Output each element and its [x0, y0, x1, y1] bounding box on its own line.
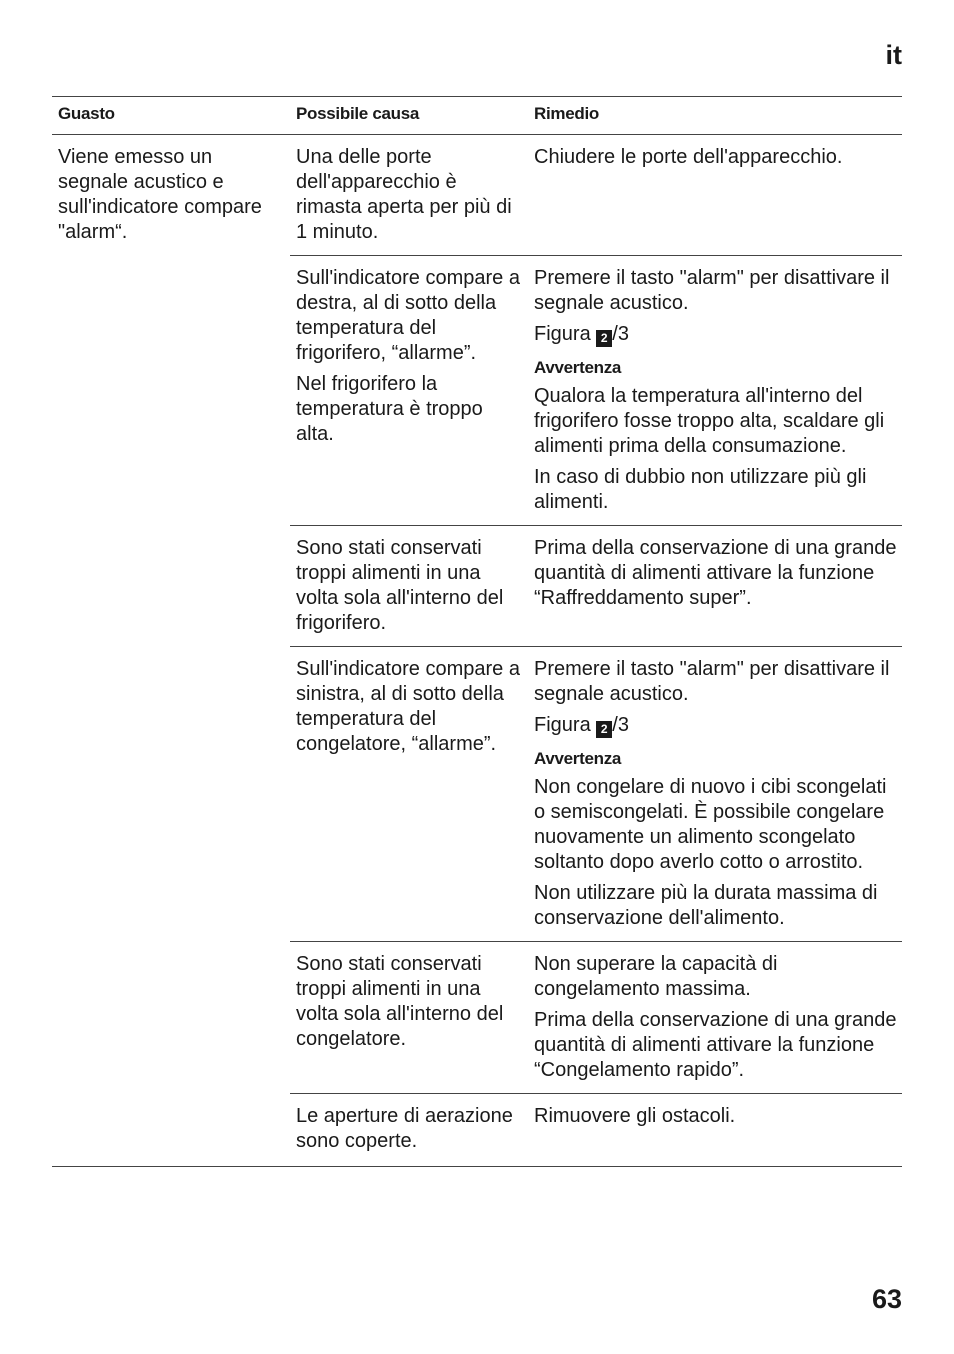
- remedy-cell: [528, 526, 902, 647]
- warning-text: Qualora la temperatura all'interno del frigorifero fosse troppo alta, scaldare gli alimenti prima della consumazione.: [534, 385, 885, 457]
- cause-text: Le aperture di aerazione sono coperte.: [296, 1105, 513, 1152]
- figure-suffix: /3: [612, 714, 629, 736]
- cause-cell: [290, 647, 528, 942]
- cause-cell: [290, 942, 528, 1094]
- header-remedy: Rimedio: [528, 97, 902, 135]
- cause-text: Sull'indicatore compare a sinistra, al di sotto della temperatura del congelatore, “allarme”.: [296, 658, 520, 755]
- figure-reference: [534, 713, 898, 738]
- table-header-row: [52, 97, 902, 135]
- cause-text: Una delle porte dell'apparecchio è rimasta aperta per più di 1 minuto.: [296, 146, 512, 243]
- header-fault: Guasto: [52, 97, 290, 135]
- figure-label: Figura: [534, 714, 591, 736]
- remedy-text: Prima della conservazione di una grande quantità di alimenti attivare la funzione “Congelamento rapido”.: [534, 1009, 897, 1081]
- table-row: [52, 135, 902, 256]
- figure-reference: [534, 322, 898, 347]
- header-cause: Possibile causa: [290, 97, 528, 135]
- remedy-cell: [528, 256, 902, 526]
- remedy-cell: [528, 1094, 902, 1167]
- language-label: it: [885, 40, 902, 70]
- fault-text: Viene emesso un segnale acustico e sull'indicatore compare "alarm“.: [58, 146, 262, 243]
- figure-number-badge: 2: [596, 330, 612, 347]
- cause-text: Sono stati conservati troppi alimenti in una volta sola all'interno del congelatore.: [296, 953, 504, 1050]
- warning-heading: Avvertenza: [534, 358, 622, 377]
- cause-text: Sull'indicatore compare a destra, al di sotto della temperatura del frigorifero, “allarme”.: [296, 267, 520, 364]
- cause-cell: [290, 256, 528, 526]
- troubleshooting-table: [52, 96, 902, 1167]
- remedy-text: Rimuovere gli ostacoli.: [534, 1105, 736, 1127]
- remedy-cell: [528, 942, 902, 1094]
- figure-label: Figura: [534, 323, 591, 345]
- remedy-cell: [528, 647, 902, 942]
- cause-cell: [290, 526, 528, 647]
- cause-cell: [290, 135, 528, 256]
- remedy-text: Prima della conservazione di una grande quantità di alimenti attivare la funzione “Raffreddamento super”.: [534, 537, 897, 609]
- warning-text: Non utilizzare più la durata massima di conservazione dell'alimento.: [534, 882, 878, 929]
- warning-text: Non congelare di nuovo i cibi scongelati o semiscongelati. È possibile congelare nuovamente un alimento scongelato soltanto dopo averlo cotto o arrostito.: [534, 776, 887, 873]
- remedy-text: Chiudere le porte dell'apparecchio.: [534, 146, 843, 168]
- figure-number-badge: 2: [596, 721, 612, 738]
- fault-cell: [52, 135, 290, 1167]
- warning-text: In caso di dubbio non utilizzare più gli alimenti.: [534, 466, 867, 513]
- cause-cell: [290, 1094, 528, 1167]
- cause-text: Sono stati conservati troppi alimenti in una volta sola all'interno del frigorifero.: [296, 537, 504, 634]
- remedy-text: Premere il tasto "alarm" per disattivare il segnale acustico.: [534, 267, 890, 314]
- figure-suffix: /3: [612, 323, 629, 345]
- remedy-text: Non superare la capacità di congelamento massima.: [534, 953, 778, 1000]
- remedy-cell: [528, 135, 902, 256]
- remedy-text: Premere il tasto "alarm" per disattivare il segnale acustico.: [534, 658, 890, 705]
- cause-text: Nel frigorifero la temperatura è troppo alta.: [296, 373, 483, 445]
- page-number: 63: [871, 1284, 902, 1314]
- warning-heading: Avvertenza: [534, 749, 622, 768]
